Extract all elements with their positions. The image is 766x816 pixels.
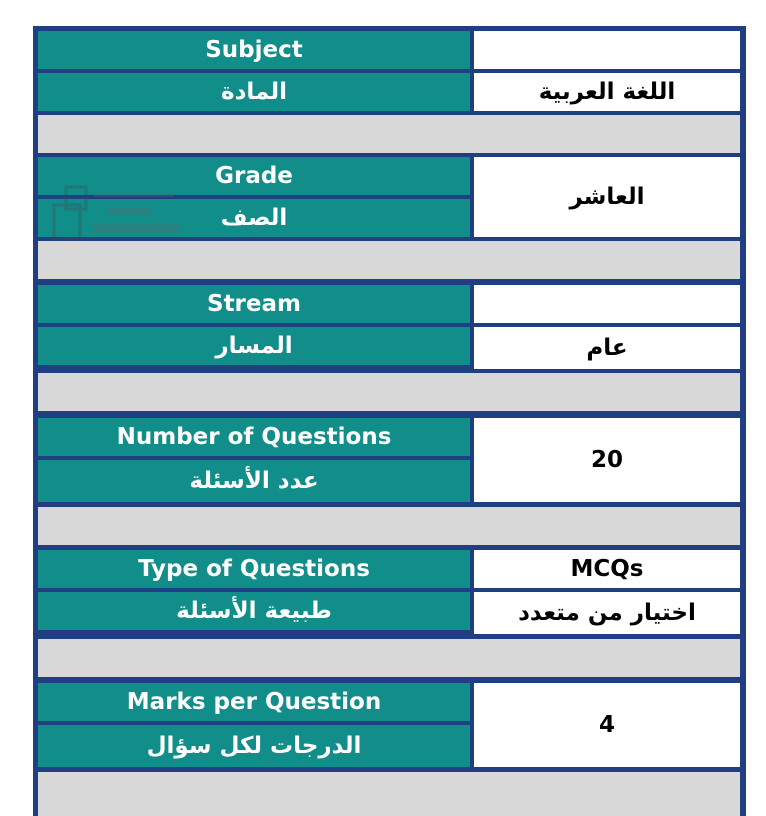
num-questions-label-ar: عدد الأسئلة [38, 460, 470, 502]
spacer-row [38, 772, 740, 816]
subject-label-en: Subject [38, 31, 470, 69]
marks-label-ar: الدرجات لكل سؤال [38, 725, 470, 767]
stream-label-ar: المسار [38, 327, 470, 365]
spacer-row [38, 115, 740, 153]
subject-value-en [474, 31, 740, 69]
subject-value-ar: اللغة العربية [474, 73, 740, 111]
exam-info-table [33, 26, 746, 816]
spacer-row [38, 507, 740, 545]
num-questions-value: 20 [474, 418, 740, 502]
subject-label-ar: المادة [38, 73, 470, 111]
type-questions-value-ar: اختيار من متعدد [474, 592, 740, 634]
spacer-row [38, 373, 740, 411]
type-questions-value-en: MCQs [474, 550, 740, 588]
spacer-row [38, 639, 740, 677]
type-questions-label-en: Type of Questions [38, 550, 470, 588]
grade-label-ar: الصف [38, 199, 470, 237]
stream-label-en: Stream [38, 285, 470, 323]
spacer-row [38, 241, 740, 279]
num-questions-label-en: Number of Questions [38, 418, 470, 456]
grade-value: العاشر [474, 157, 740, 237]
stream-value-ar: عام [474, 327, 740, 369]
grade-label-en: Grade [38, 157, 470, 195]
stream-value-en [474, 285, 740, 323]
type-questions-label-ar: طبيعة الأسئلة [38, 592, 470, 630]
marks-label-en: Marks per Question [38, 683, 470, 721]
marks-value: 4 [474, 683, 740, 767]
